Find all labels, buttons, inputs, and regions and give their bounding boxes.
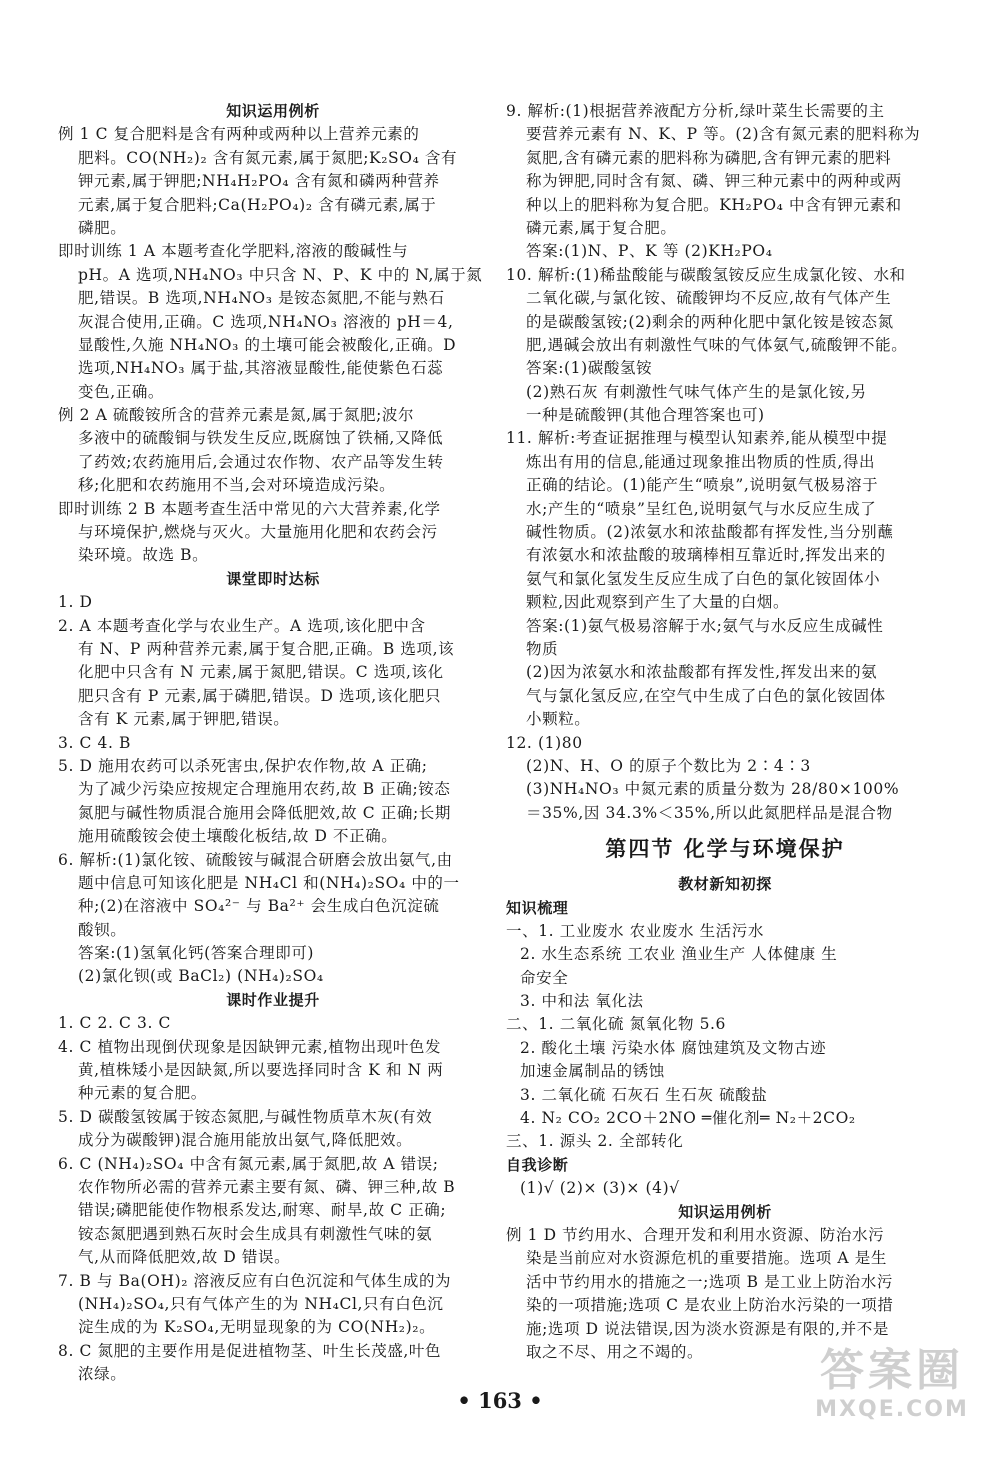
text-line: 元素,属于复合肥料;Ca(H₂PO₄)₂ 含有磷元素,属于 (78, 195, 437, 214)
text-line: 磷肥。 (78, 218, 127, 237)
text-line: 了药效;农药施用后,会通过农作物、农产品等发生转 (78, 452, 444, 471)
text-line: pH。A 选项,NH₄NO₃ 中只含 N、P、K 中的 N,属于氮 (78, 265, 483, 284)
text-line: 6. 解析:(1)氯化铵、硫酸铵与碱混合研磨会放出氨气,由 (58, 850, 453, 869)
text-line: 要营养元素有 N、K、P 等。(2)含有氮元素的肥料称为 (526, 125, 921, 144)
text-line: 变色,正确。 (78, 382, 165, 401)
text-line: 淀生成的为 K₂SO₄,无明显现象的为 CO(NH₂)₂。 (78, 1318, 436, 1337)
text-line: 例 2 A 硫酸铵所含的营养元素是氮,属于氮肥;波尔 (58, 406, 415, 425)
text-line: 8. C 氮肥的主要作用是促进植物茎、叶生长茂盛,叶色 (58, 1341, 442, 1360)
text-line: 施用硫酸铵会使土壤酸化板结,故 D 不正确。 (78, 827, 398, 846)
text-line: 答案:(1)碳酸氢铵 (526, 359, 653, 378)
section-subheading: 知识运用例析 (678, 1202, 772, 1221)
text-line: 肥只含有 P 元素,属于磷肥,错误。D 选项,该化肥只 (78, 686, 442, 705)
topic-label: 自我诊断 (506, 1155, 569, 1174)
text-line: (2)因为浓氨水和浓盐酸都有挥发性,挥发出来的氨 (526, 663, 878, 682)
text-line: 正确的结论。(1)能产生“喷泉”,说明氨气极易溶于 (526, 476, 879, 495)
section-subheading: 课时作业提升 (226, 990, 320, 1009)
section-subheading: 知识运用例析 (226, 102, 320, 120)
text-line: 磷元素,属于复合肥。 (526, 218, 677, 237)
text-line: 的是碳酸氢铵;(2)剩余的两种化肥中氯化铵是铵态氮 (526, 312, 894, 331)
text-line: 酸钡。 (78, 920, 127, 939)
text-line: 11. 解析:考查证据推理与模型认知素养,能从模型中提 (506, 429, 888, 448)
text-line: 种;(2)在溶液中 SO₄²⁻ 与 Ba²⁺ 会生成白色沉淀硫 (78, 897, 440, 916)
text-line: 题中信息可知该化肥是 NH₄Cl 和(NH₄)₂SO₄ 中的一 (78, 873, 460, 892)
text-line: 4. N₂ CO₂ 2CO＋2NO ═催化剂═ N₂＋2CO₂ (520, 1109, 856, 1128)
text-line: 炼出有用的信息,能通过现象推出物质的性质,得出 (526, 452, 876, 471)
text-line: 12. (1)80 (506, 733, 583, 752)
text-line: 例 1 C 复合肥料是含有两种或两种以上营养元素的 (58, 125, 420, 144)
text-line: 黄,植株矮小是因缺氮,所以要选择同时含 K 和 N 两 (78, 1061, 444, 1080)
text-line: 3. 二氧化硫 石灰石 生石灰 硫酸盐 (520, 1085, 768, 1104)
section-title: 第四节 化学与环境保护 (605, 837, 845, 862)
text-line: (2)熟石灰 有刺激性气味气体产生的是氯化铵,另 (526, 382, 867, 401)
text-line: 例 1 D 节约用水、合理开发和利用水资源、防治水污 (506, 1225, 885, 1244)
text-line: 染环境。故选 B。 (78, 546, 209, 565)
text-line: 显酸性,久施 NH₄NO₃ 的土壤可能会被酸化,正确。D (78, 335, 457, 354)
text-line: 有 N、P 两种营养元素,属于复合肥,正确。B 选项,该 (78, 639, 455, 658)
text-line: 多液中的硫酸铜与铁发生反应,既腐蚀了铁桶,又降低 (78, 429, 444, 448)
text-line: 7. B 与 Ba(OH)₂ 溶液反应有白色沉淀和气体生成的为 (58, 1271, 452, 1290)
text-line: 1. C 2. C 3. C (58, 1014, 171, 1033)
text-line: ＝35%,因 34.3%＜35%,所以此氮肥样品是混合物 (526, 803, 893, 822)
text-line: 1. D (58, 593, 93, 612)
text-line: 即时训练 2 B 本题考查生活中常见的六大营养素,化学 (58, 499, 441, 518)
text-line: 命安全 (520, 968, 569, 987)
section-subheading: 教材新知初探 (678, 875, 772, 894)
text-line: 种以上的肥料称为复合肥。KH₂PO₄ 中含有钾元素和 (526, 195, 902, 214)
text-line: 2. A 本题考查化学与农业生产。A 选项,该化肥中含 (58, 616, 426, 635)
text-line: 5. D 碳酸氢铵属于铵态氮肥,与碱性物质草木灰(有效 (58, 1107, 433, 1126)
text-line: 2. 水生态系统 工农业 渔业生产 人体健康 生 (520, 945, 838, 964)
text-line: 3. 中和法 氧化法 (520, 992, 644, 1011)
text-line: 5. D 施用农药可以杀死害虫,保护农作物,故 A 正确; (58, 756, 428, 775)
left-column (58, 100, 488, 1386)
text-line: 二、1. 二氧化硫 氮氧化物 5.6 (506, 1015, 727, 1034)
text-line: 答案:(1)N、P、K 等 (2)KH₂PO₄ (526, 242, 773, 261)
text-line: 活中节约用水的措施之一;选项 B 是工业上防治水污 (526, 1272, 893, 1291)
text-line: 一种是硫酸钾(其他合理答案也可) (526, 406, 765, 425)
text-line: 二氧化碳,与氯化铵、硫酸钾均不反应,故有气体产生 (526, 289, 892, 308)
text-line: 答案:(1)氨气极易溶解于水;氨气与水反应生成碱性 (526, 616, 884, 635)
text-line: 肥,错误。B 选项,NH₄NO₃ 是铵态氮肥,不能与熟石 (78, 289, 445, 308)
text-line: 有浓氨水和浓盐酸的玻璃棒相互靠近时,挥发出来的 (526, 546, 886, 565)
text-line: 施;选项 D 说法错误,因为淡水资源是有限的,并不是 (526, 1319, 889, 1338)
text-line: 肥料。CO(NH₂)₂ 含有氮元素,属于氮肥;K₂SO₄ 含有 (78, 148, 458, 167)
watermark-logo (812, 1346, 972, 1436)
text-line: 肥,遇碱会放出有刺激性气味的气体氨气,硫酸钾不能。 (526, 335, 908, 354)
watermark-site: MXQE.COM (815, 1397, 969, 1422)
text-line: 加速金属制品的锈蚀 (520, 1062, 665, 1081)
topic-label: 知识梳理 (506, 898, 569, 917)
text-line: 含有 K 元素,属于钾肥,错误。 (78, 710, 290, 729)
text-line: 浓绿。 (78, 1365, 127, 1384)
text-line: 钾元素,属于钾肥;NH₄H₂PO₄ 含有氮和磷两种营养 (78, 172, 440, 191)
text-line: 9. 解析:(1)根据营养液配方分析,绿叶菜生长需要的主 (506, 102, 885, 120)
text-line: 为了减少污染应按规定合理施用农药,故 B 正确;铵态 (78, 780, 451, 799)
text-line: 选项,NH₄NO₃ 属于盐,其溶液显酸性,能使紫色石蕊 (78, 359, 444, 378)
text-line: 气,从而降低肥效,故 D 错误。 (78, 1248, 291, 1267)
text-line: 与环境保护,燃烧与灭火。大量施用化肥和农药会污 (78, 523, 438, 542)
text-line: (2)N、H、O 的原子个数比为 2∶4∶3 (526, 756, 811, 775)
text-line: 三、1. 源头 2. 全部转化 (506, 1132, 684, 1151)
text-line: (NH₄)₂SO₄,只有气体产生的为 NH₄Cl,只有白色沉 (78, 1294, 444, 1313)
text-line: 10. 解析:(1)稀盐酸能与碳酸氢铵反应生成氯化铵、水和 (506, 265, 906, 284)
text-line: 物质 (526, 639, 559, 658)
right-column (506, 100, 944, 1364)
text-line: 染的一项措施;选项 C 是农业上防治水污染的一项措 (526, 1296, 894, 1315)
text-line: 农作物所必需的营养元素主要有氮、磷、钾三种,故 B (78, 1177, 456, 1196)
section-subheading: 课堂即时达标 (226, 569, 320, 588)
text-line: 铵态氮肥遇到熟石灰时会生成具有刺激性气味的氨 (78, 1224, 433, 1243)
text-line: 灰混合使用,正确。C 选项,NH₄NO₃ 溶液的 pH＝4, (78, 312, 454, 331)
text-line: 称为钾肥,同时含有氮、磷、钾三种元素中的两种或两 (526, 172, 902, 191)
text-line: 气与氯化氢反应,在空气中生成了白色的氯化铵固体 (526, 686, 886, 705)
page-number: • 163 • (457, 1388, 543, 1413)
text-line: 氨气和氯化氢发生反应生成了白色的氯化铵固体小 (526, 569, 881, 588)
text-line: 化肥中只含有 N 元素,属于氮肥,错误。C 选项,该化 (78, 663, 444, 682)
text-line: 染是当前应对水资源危机的重要措施。选项 A 是生 (526, 1249, 887, 1268)
text-line: 即时训练 1 A 本题考查化学肥料,溶液的酸碱性与 (58, 242, 409, 261)
text-line: 氮肥与碱性物质混合施用会降低肥效,故 C 正确;长期 (78, 803, 451, 822)
text-line: 取之不尽、用之不竭的。 (526, 1342, 704, 1361)
text-line: 2. 酸化土壤 污染水体 腐蚀建筑及文物古迹 (520, 1038, 827, 1057)
text-line: 成分为碳酸钾)混合施用能放出氨气,降低肥效。 (78, 1131, 413, 1150)
text-line: 4. C 植物出现倒伏现象是因缺钾元素,植物出现叶色发 (58, 1037, 442, 1056)
text-line: 移;化肥和农药施用不当,会对环境造成污染。 (78, 476, 396, 495)
text-line: 种元素的复合肥。 (78, 1084, 207, 1103)
text-line: 错误;磷肥能使作物根系发达,耐寒、耐旱,故 C 正确; (78, 1201, 447, 1220)
text-line: 一、1. 工业废水 农业废水 生活污水 (506, 921, 764, 940)
text-line: (2)氯化钡(或 BaCl₂) (NH₄)₂SO₄ (78, 967, 324, 986)
text-line: 6. C (NH₄)₂SO₄ 中含有氮元素,属于氮肥,故 A 错误; (58, 1154, 439, 1173)
text-line: 碱性物质。(2)浓氨水和浓盐酸都有挥发性,当分别蘸 (526, 523, 894, 542)
text-line: (1)√ (2)× (3)× (4)√ (520, 1179, 680, 1198)
text-line: 颗粒,因此观察到产生了大量的白烟。 (526, 593, 790, 612)
text-line: 水;产生的“喷泉”呈红色,说明氨气与水反应生成了 (526, 499, 877, 518)
watermark-text: 答案圈 (820, 1345, 964, 1396)
text-line: 氮肥,含有磷元素的肥料称为磷肥,含有钾元素的肥料 (526, 148, 892, 167)
text-line: 小颗粒。 (526, 710, 591, 729)
text-line: 答案:(1)氢氧化钙(答案合理即可) (78, 944, 315, 963)
text-line: (3)NH₄NO₃ 中氮元素的质量分数为 28/80×100% (526, 780, 900, 799)
text-line: 3. C 4. B (58, 733, 132, 752)
